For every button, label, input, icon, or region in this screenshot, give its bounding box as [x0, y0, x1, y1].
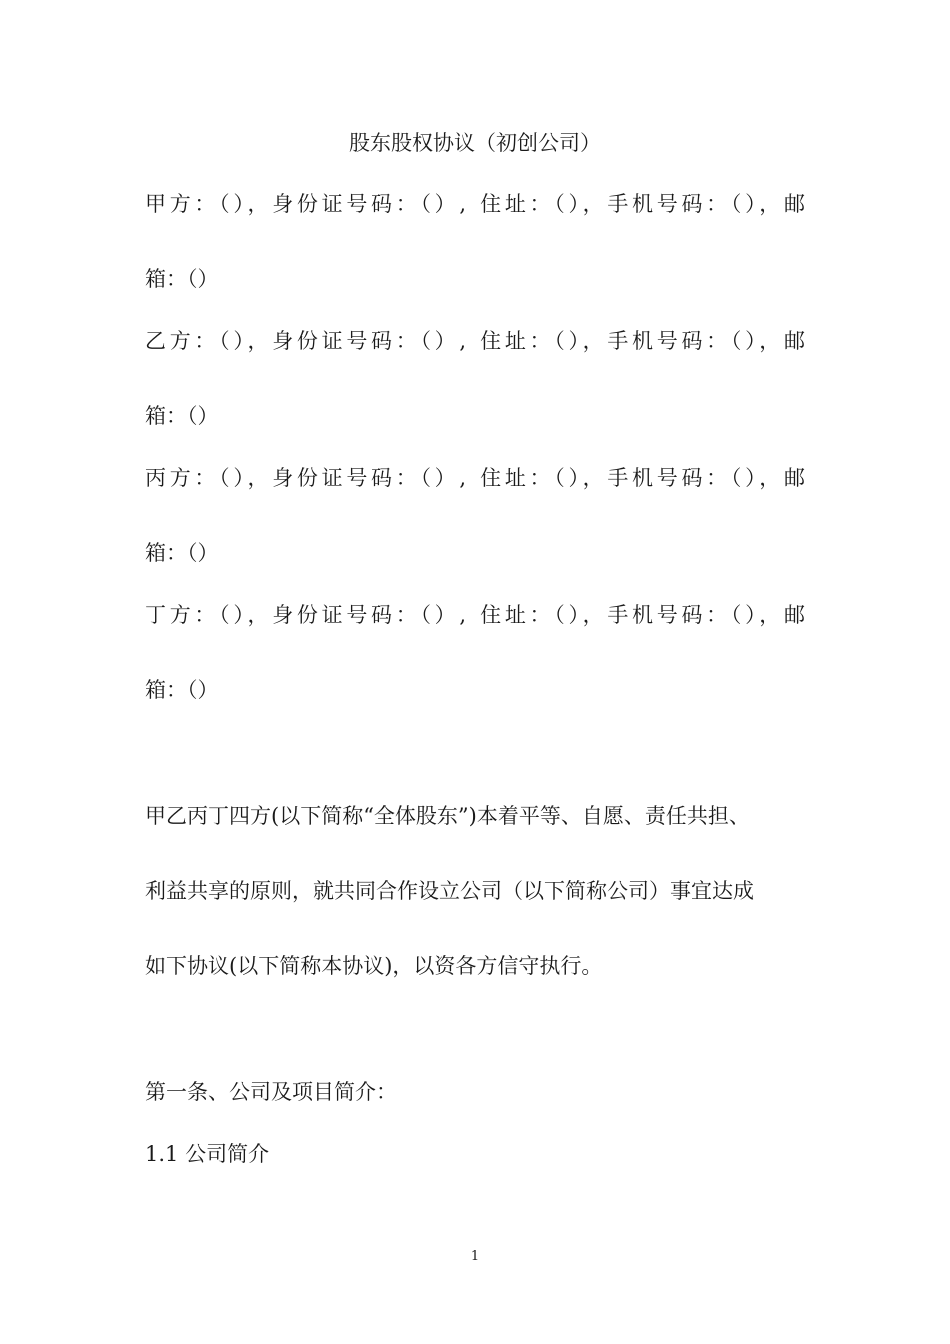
party-b-line-text: 乙方：（），身份证号码：（）, 住址：（），手机号码：（），邮	[145, 329, 809, 353]
party-b-email-line: 箱：（）	[145, 404, 219, 428]
article-1-heading: 第一条、公司及项目简介：	[145, 1080, 397, 1104]
page-number: 1	[470, 1249, 480, 1264]
party-c-line-text: 丙方：（），身份证号码：（）, 住址：（），手机号码：（），邮	[145, 466, 809, 490]
section-1-1-heading: 1.1 公司简介	[145, 1142, 270, 1166]
party-a-line-text: 甲方：（），身份证号码：（）, 住址：（），手机号码：（），邮	[145, 192, 809, 216]
party-d-line-text: 丁方：（），身份证号码：（）, 住址：（），手机号码：（），邮	[145, 603, 809, 627]
preamble-line-2: 利益共享的原则，就共同合作设立公司（以下简称公司）事宜达成	[145, 879, 754, 903]
party-c-info-line	[145, 465, 809, 491]
document-title: 股东股权协议（初创公司）	[349, 131, 601, 155]
party-c-email-line: 箱：（）	[145, 541, 219, 565]
party-a-info-line	[145, 191, 809, 217]
party-a-email-line: 箱：（）	[145, 267, 219, 291]
preamble-line-3: 如下协议(以下简称本协议)，以资各方信守执行。	[145, 954, 603, 978]
party-b-info-line	[145, 328, 809, 354]
party-d-info-line	[145, 602, 809, 628]
party-d-email-line: 箱：（）	[145, 678, 219, 702]
preamble-line-1: 甲乙丙丁四方(以下简称“全体股东”)本着平等、自愿、责任共担、	[145, 804, 750, 828]
